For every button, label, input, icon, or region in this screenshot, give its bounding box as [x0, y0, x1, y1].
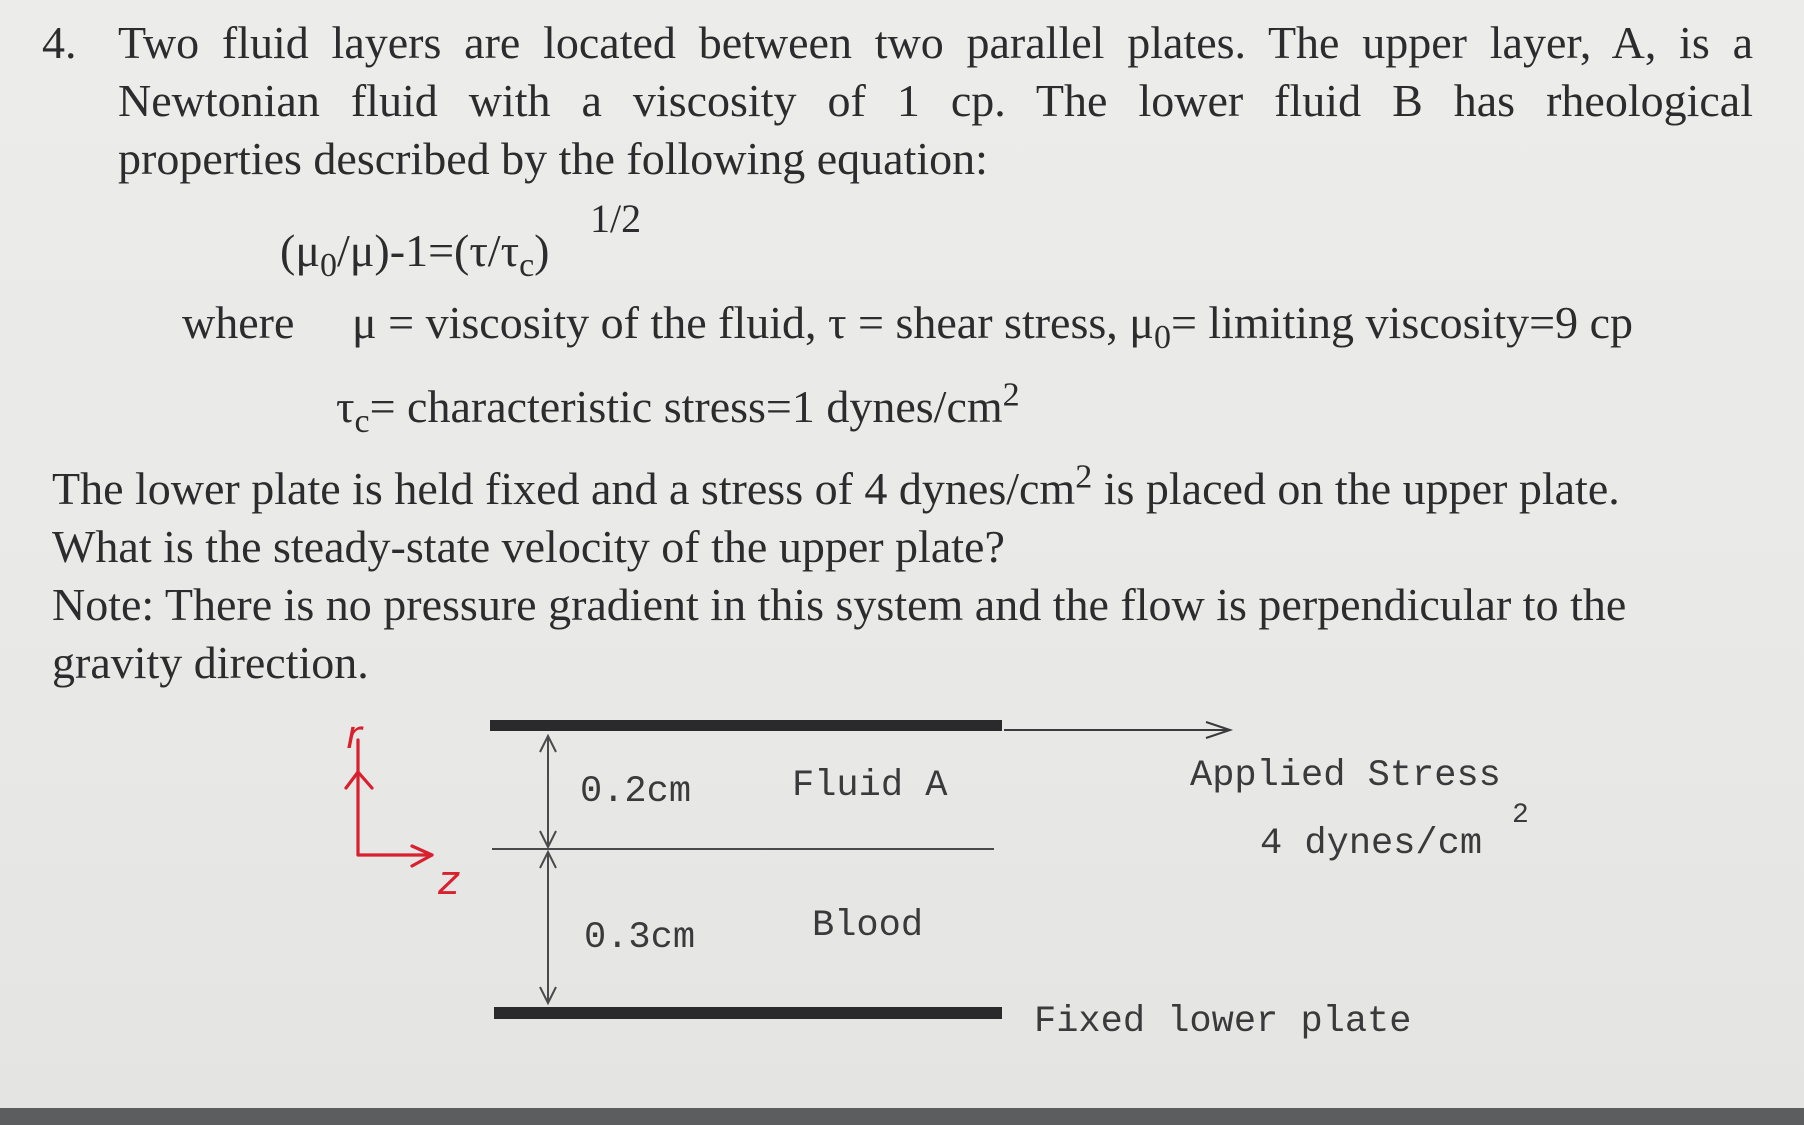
- definitions-part1: μ = viscosity of the fluid, τ = shear stress, μ: [352, 297, 1154, 348]
- equation-close: ): [534, 225, 550, 276]
- intro-line-3: properties described by the following equation:: [118, 133, 988, 184]
- applied-stress-value: 4 dynes/cm: [1260, 823, 1483, 865]
- layer-b-label: Blood: [812, 905, 924, 947]
- note-line-1: Note: There is no pressure gradient in this system and the flow is perpendicular to the: [52, 579, 1627, 630]
- layer-b-thickness: 0.3cm: [584, 917, 696, 959]
- note-line-2: gravity direction.: [52, 637, 369, 688]
- applied-stress-label: Applied Stress: [1190, 755, 1501, 797]
- definitions-part2: = limiting viscosity=9 cp: [1170, 297, 1633, 348]
- tau-definition-text: = characteristic stress=1 dynes/cm: [369, 381, 1003, 432]
- screen-bottom-bezel: [0, 1108, 1804, 1125]
- definitions-part1-sub: 0: [1153, 319, 1171, 357]
- where-label: where: [182, 297, 295, 348]
- annotation-axes-corner: [358, 778, 432, 855]
- annotation-z-letter: z: [438, 858, 459, 904]
- equation-mid-sub: c: [519, 247, 535, 285]
- annotation-r-letter: r: [346, 713, 362, 757]
- equation-lhs-sub: 0: [319, 247, 337, 285]
- layer-a-thickness: 0.2cm: [580, 771, 692, 813]
- question-line-1b: is placed on the upper plate.: [1092, 463, 1620, 514]
- question-line-2: What is the steady-state velocity of the upper plate?: [52, 521, 1005, 572]
- upper-plate: [490, 720, 1002, 731]
- tau-definition-sup: 2: [1002, 376, 1020, 414]
- applied-stress-exponent: 2: [1512, 800, 1529, 831]
- question-line-1-sup: 2: [1075, 458, 1093, 496]
- intro-line-2: Newtonian fluid with a viscosity of 1 cp. The lower fluid B has rheological: [118, 75, 1753, 126]
- problem-number: 4.: [42, 17, 77, 68]
- intro-line-1: Two fluid layers are located between two parallel plates. The upper layer, A, is a: [118, 17, 1753, 68]
- layer-a-label: Fluid A: [792, 765, 948, 807]
- equation-mid: /μ)-1=(τ/τ: [336, 225, 520, 276]
- equation-lhs: (μ: [280, 225, 320, 276]
- tau-symbol: τ: [336, 381, 355, 432]
- tau-sub: c: [354, 403, 370, 441]
- lower-plate-label: Fixed lower plate: [1034, 1001, 1412, 1043]
- equation-exponent: 1/2: [590, 196, 642, 241]
- lower-plate: [494, 1007, 1002, 1019]
- question-line-1a: The lower plate is held fixed and a stress of 4 dynes/cm: [52, 463, 1076, 514]
